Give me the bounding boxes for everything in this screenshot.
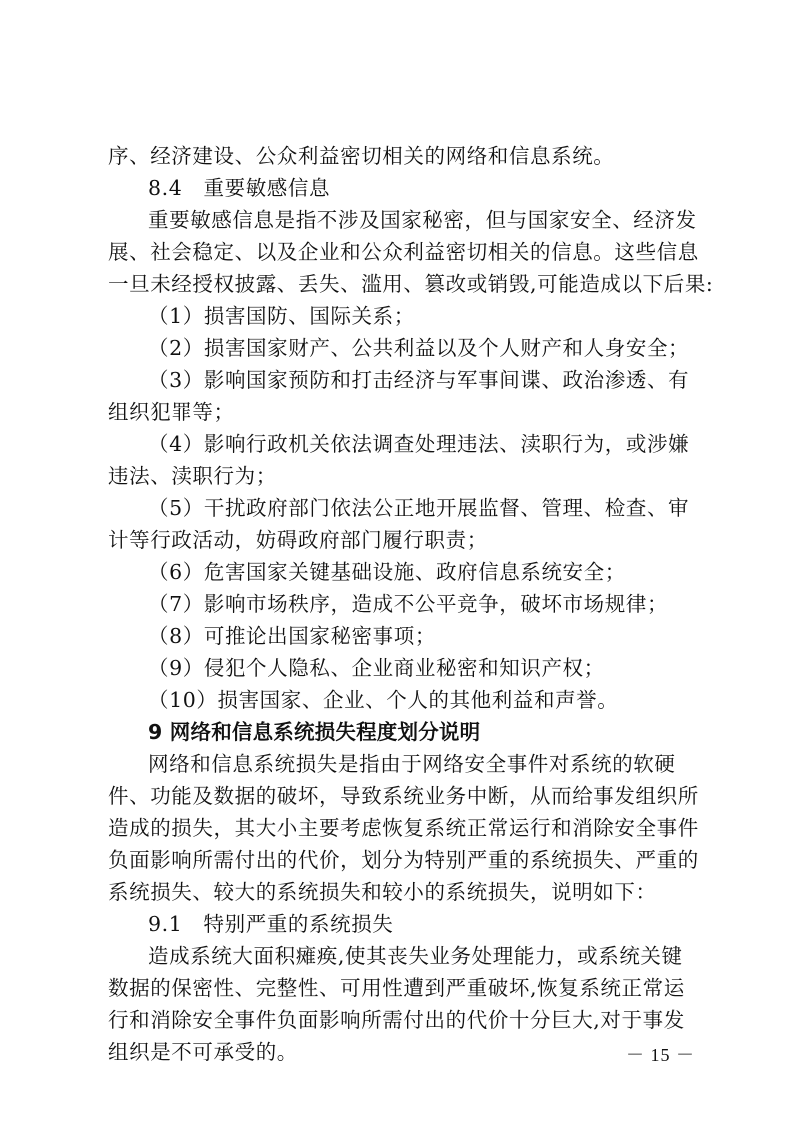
paragraph-line: 造成的损失，其大小主要考虑恢复系统正常运行和消除安全事件 — [108, 816, 699, 840]
paragraph-line: 件、功能及数据的破坏，导致系统业务中断，从而给事发组织所 — [108, 784, 699, 808]
list-item: （7）影响市场秩序，造成不公平竞争，破坏市场规律； — [148, 592, 669, 616]
paragraph-line: 行和消除安全事件负面影响所需付出的代价十分巨大,对于事发 — [108, 1008, 685, 1032]
paragraph-line: 重要敏感信息是指不涉及国家秘密，但与国家安全、经济发 — [148, 208, 697, 232]
list-item: （8）可推论出国家秘密事项； — [148, 624, 436, 648]
list-item: （5）干扰政府部门依法公正地开展监督、管理、检查、审 — [148, 496, 690, 520]
section-heading-8-4: 8.4 重要敏感信息 — [148, 176, 331, 200]
list-item: （9）侵犯个人隐私、企业商业秘密和知识产权； — [148, 656, 605, 680]
paragraph-line: 展、社会稳定、以及企业和公众利益密切相关的信息。这些信息 — [108, 240, 699, 264]
paragraph-line: 负面影响所需付出的代价，划分为特别严重的系统损失、严重的 — [108, 848, 699, 872]
list-item: （3）影响国家预防和打击经济与军事间谍、政治渗透、有 — [148, 368, 690, 392]
paragraph-line: 网络和信息系统损失是指由于网络安全事件对系统的软硬 — [148, 752, 676, 776]
list-item: （2）损害国家财产、公共利益以及个人财产和人身安全； — [148, 336, 690, 360]
paragraph-line: 组织是不可承受的。 — [108, 1040, 298, 1064]
paragraph-continuation: 序、经济建设、公众利益密切相关的网络和信息系统。 — [108, 144, 615, 168]
list-item: （4）影响行政机关依法调查处理违法、渎职行为，或涉嫌 — [148, 432, 690, 456]
list-item-continuation: 计等行政活动，妨碍政府部门履行职责； — [108, 528, 488, 552]
paragraph-line: 数据的保密性、完整性、可用性遭到严重破坏,恢复系统正常运 — [108, 976, 685, 1000]
paragraph-line: 系统损失、较大的系统损失和较小的系统损失，说明如下： — [108, 880, 657, 904]
page-number: － 15 － — [626, 1045, 695, 1065]
paragraph-line: 一旦未经授权披露、丢失、滥用、篡改或销毁,可能造成以下后果: — [108, 272, 714, 296]
paragraph-line: 造成系统大面积瘫痪,使其丧失业务处理能力，或系统关键 — [148, 944, 683, 968]
list-item-continuation: 违法、渎职行为； — [108, 464, 277, 488]
list-item-continuation: 组织犯罪等； — [108, 400, 235, 424]
list-item: （1）损害国防、国际关系； — [148, 304, 415, 328]
list-item: （6）危害国家关键基础设施、政府信息系统安全； — [148, 560, 626, 584]
section-heading-9: 9 网络和信息系统损失程度划分说明 — [148, 720, 481, 744]
section-heading-9-1: 9.1 特别严重的系统损失 — [148, 912, 394, 936]
list-item: （10）损害国家、企业、个人的其他利益和声誉。 — [148, 688, 619, 712]
